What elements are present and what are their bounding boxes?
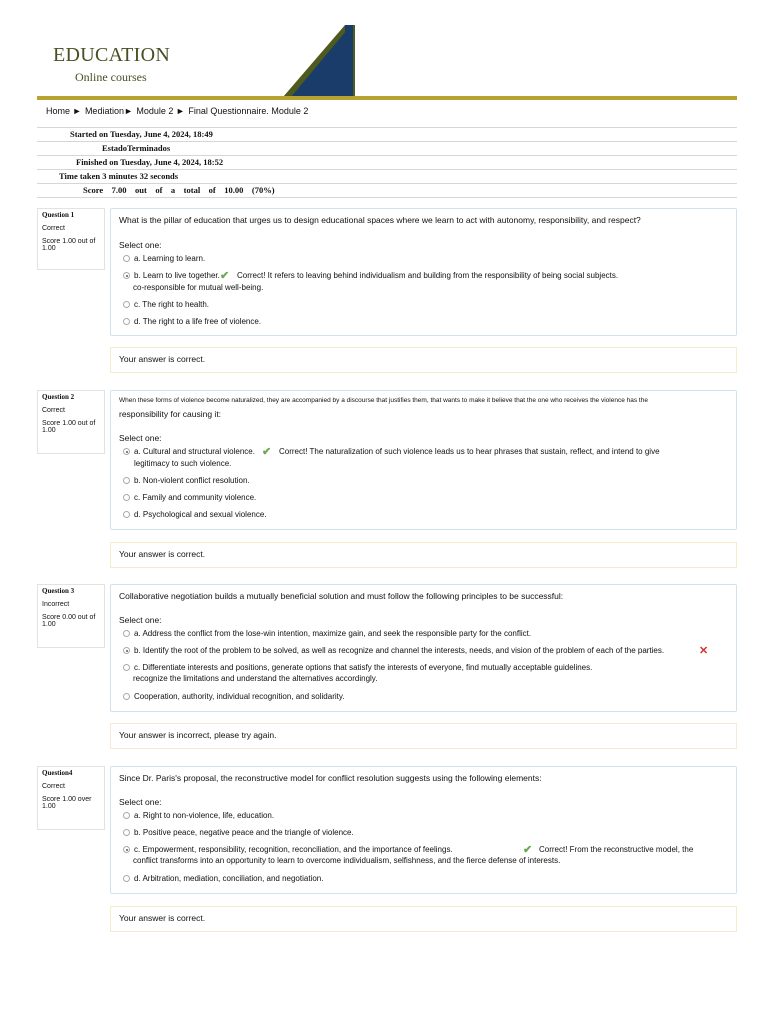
radio-button[interactable] (123, 477, 130, 484)
option-label: Cooperation, authority, individual recognition, and solidarity. (134, 692, 345, 701)
inline-feedback-cont: co-responsible for mutual well-being. (133, 283, 264, 292)
inline-feedback-cont: conflict transforms into an opportunity to learn to overcome individualism, selfishness, and the fierce defense of interests. (133, 856, 561, 865)
inline-feedback: Correct! The naturalization of such violence leads us to hear phrases that sustain, reflect, and intend to give (279, 447, 660, 456)
question-3-info (37, 584, 105, 648)
select-one-label: Select one: (119, 433, 162, 443)
question-number: Question 1 (42, 211, 75, 219)
select-one-label: Select one: (119, 615, 162, 625)
question-state: Correct (42, 783, 65, 790)
option-label: a. Address the conflict from the lose-win intention, maximize gain, and seek the responsible party for the conflict. (134, 629, 532, 638)
score-summary: Score 7.00 out of a total of 10.00 (70%) (83, 185, 275, 195)
breadcrumb (46, 106, 309, 116)
question-score: Score 1.00 out of 1.00 (42, 420, 96, 434)
option-label: b. Identify the root of the problem to be solved, as well as recognize and channel the interests, needs, and vision of the problem of each of the parties. (134, 646, 665, 655)
question-number: Question 2 (42, 393, 75, 401)
radio-button[interactable] (123, 511, 130, 518)
option-label: a. Cultural and structural violence. (134, 447, 255, 456)
radio-button[interactable] (123, 693, 130, 700)
question-4-info (37, 766, 105, 830)
breadcrumb-home[interactable]: Home ► (46, 106, 82, 116)
correct-check-icon: ✔ (523, 844, 533, 856)
question-1-info (37, 208, 105, 270)
inline-feedback: Correct! It refers to leaving behind individualism and building from the responsibility of being social subjects. (237, 271, 619, 280)
option-label: b. Non-violent conflict resolution. (134, 476, 250, 485)
question-2-feedback (110, 542, 737, 568)
finished-on: Finished on Tuesday, June 4, 2024, 18:52 (76, 157, 224, 167)
option-label: c. Empowerment, responsibility, recognition, reconciliation, and the importance of feelings. (134, 845, 453, 854)
attempt-summary (37, 127, 737, 198)
question-1-box (110, 208, 737, 336)
question-text: What is the pillar of education that urges us to design educational spaces where we learn to act with autonomy, responsibility, and respect? (119, 215, 641, 225)
started-on: Started on Tuesday, June 4, 2024, 18:49 (70, 129, 213, 139)
question-text: Since Dr. Paris's proposal, the reconstructive model for conflict resolution suggests using the following elements: (119, 773, 542, 783)
breadcrumb-module[interactable]: Module 2 ► (136, 106, 185, 116)
brand (53, 44, 170, 85)
question-number: Question 3 (42, 587, 75, 595)
option-label: c. The right to health. (134, 300, 210, 309)
radio-button[interactable] (123, 812, 130, 819)
radio-button-selected[interactable] (123, 448, 130, 455)
question-state: Correct (42, 225, 65, 232)
question-text-cont: responsibility for causing it: (119, 409, 222, 419)
option-label: d. Arbitration, mediation, conciliation, and negotiation. (134, 874, 324, 883)
question-4-feedback (110, 906, 737, 932)
select-one-label: Select one: (119, 797, 162, 807)
question-state: Correct (42, 407, 65, 414)
question-3-feedback (110, 723, 737, 749)
option-label: b. Positive peace, negative peace and the triangle of violence. (134, 828, 354, 837)
option-label: d. Psychological and sexual violence. (134, 510, 267, 519)
option-label-cont: recognize the limitations and understand the alternatives accordingly. (133, 674, 378, 683)
feedback-text: Your answer is correct. (119, 354, 206, 364)
question-text: Collaborative negotiation builds a mutually beneficial solution and must follow the following principles to be successful: (119, 591, 564, 601)
question-3-box (110, 584, 737, 712)
question-2-box (110, 390, 737, 530)
question-1-feedback (110, 347, 737, 373)
radio-button[interactable] (123, 301, 130, 308)
radio-button[interactable] (123, 494, 130, 501)
question-score: Score 1.00 over 1.00 (42, 796, 92, 810)
header-logo-shape (283, 25, 355, 97)
brand-title: EDUCATION (53, 44, 171, 66)
feedback-text: Your answer is correct. (119, 549, 206, 559)
question-score: Score 1.00 out of 1.00 (42, 238, 96, 252)
incorrect-cross-icon: ✕ (699, 645, 709, 657)
radio-button[interactable] (123, 318, 130, 325)
brand-subtitle: Online courses (75, 70, 147, 84)
inline-feedback: Correct! From the reconstructive model, the (539, 845, 694, 854)
radio-button[interactable] (123, 829, 130, 836)
radio-button[interactable] (123, 630, 130, 637)
question-score: Score 0.00 out of 1.00 (42, 614, 96, 628)
question-4-box (110, 766, 737, 894)
question-text: When these forms of violence become naturalized, they are accompanied by a discourse that justifies them, that wants to make it believe that the one who receives the violence has the (119, 397, 648, 404)
select-one-label: Select one: (119, 240, 162, 250)
status: EstadoTerminados (102, 143, 171, 153)
radio-button-selected[interactable] (123, 846, 130, 853)
option-label-cont: legitimacy to such violence. (134, 459, 232, 468)
time-taken: Time taken 3 minutes 32 seconds (59, 171, 179, 181)
correct-check-icon: ✔ (262, 446, 272, 458)
option-label: c. Family and community violence. (134, 493, 257, 502)
option-label: d. The right to a life free of violence. (134, 317, 262, 326)
radio-button[interactable] (123, 255, 130, 262)
breadcrumb-current: Final Questionnaire. Module 2 (188, 106, 309, 116)
option-label: a. Right to non-violence, life, education. (134, 811, 275, 820)
question-state: Incorrect (42, 601, 70, 608)
radio-button[interactable] (123, 875, 130, 882)
question-number: Question4 (42, 769, 73, 777)
feedback-text: Your answer is correct. (119, 913, 206, 923)
radio-button-selected[interactable] (123, 272, 130, 279)
option-label: a. Learning to learn. (134, 254, 206, 263)
radio-button-selected[interactable] (123, 647, 130, 654)
feedback-text: Your answer is incorrect, please try again. (119, 730, 277, 740)
radio-button[interactable] (123, 664, 130, 671)
breadcrumb-mediation[interactable]: Mediation► (84, 106, 133, 116)
question-2-info (37, 390, 105, 454)
header-divider (37, 96, 737, 100)
option-label: c. Differentiate interests and positions, generate options that satisfy the interests of everyone, find mutually acceptable guidelines. (134, 663, 593, 672)
correct-check-icon: ✔ (220, 270, 230, 282)
option-label: b. Learn to live together. (134, 271, 220, 280)
